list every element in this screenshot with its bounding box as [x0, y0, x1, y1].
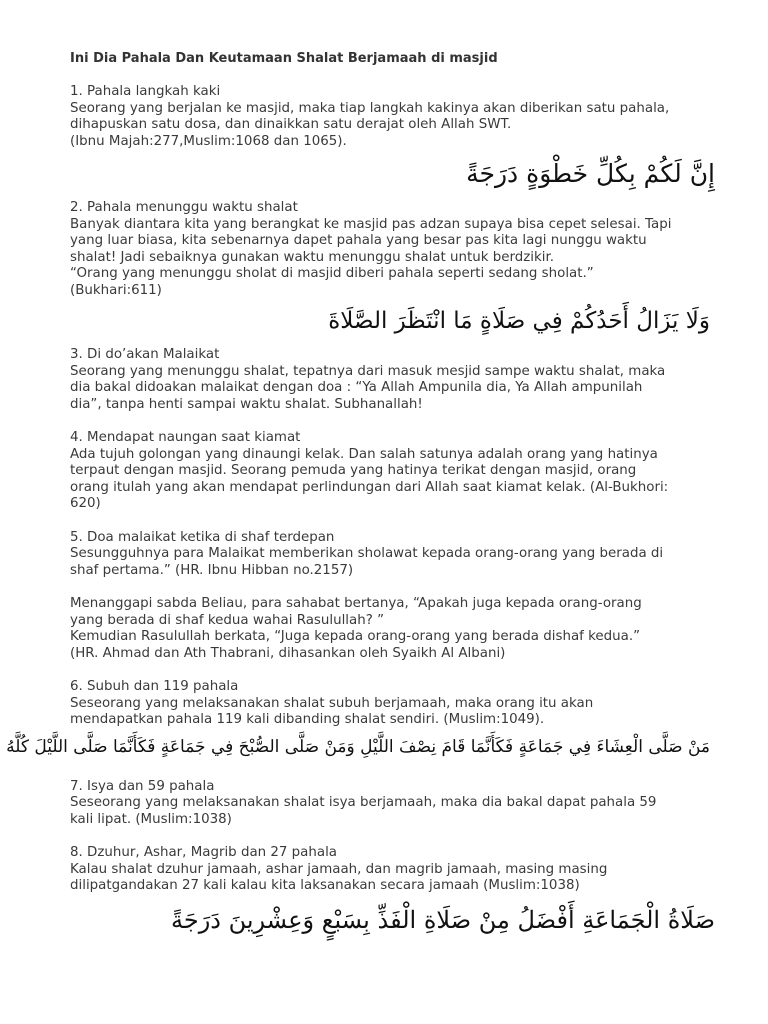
paragraph-line: shaf pertama.” (HR. Ibnu Hibban no.2157)	[70, 562, 354, 578]
section-heading: 3. Di do’akan Malaikat	[70, 347, 220, 362]
section-heading: 2. Pahala menunggu waktu shalat	[70, 200, 298, 215]
article	[6, 50, 720, 943]
arabic-hadith-text: مَنْ صَلَّى الْعِشَاءَ فِي جَمَاعَةٍ فَكَأَنَّمَا قَامَ نِصْفَ اللَّيْلِ وَمَنْ صَلَّى الصُّبْحَ فِي جَمَاعَةٍ فَكَأَنَّمَا صَلَّى اللَّيْلَ كُلَّهُ	[6, 736, 710, 757]
section-8	[70, 845, 720, 943]
section-2	[70, 200, 720, 341]
section-heading: 6. Subuh dan 119 pahala	[70, 679, 239, 694]
paragraph-line: Seorang yang menunggu shalat, tepatnya dari masuk mesjid sampe waktu shalat, maka	[70, 363, 666, 379]
paragraph-line: Kemudian Rasulullah berkata, “Juga kepada orang-orang yang berada dishaf kedua.”	[70, 629, 641, 644]
paragraph-line: yang luar biasa, kita sebenarnya dapet pahala yang besar pas kita lagi nunggu waktu	[70, 233, 647, 248]
paragraph-line: Ada tujuh golongan yang dinaungi kelak. Dan salah satunya adalah orang yang hatinya	[70, 446, 658, 462]
paragraph-line: Seorang yang berjalan ke masjid, maka tiap langkah kakinya akan diberikan satu pahala,	[70, 100, 670, 116]
section-heading: 7. Isya dan 59 pahala	[70, 778, 215, 794]
section-3	[70, 347, 720, 413]
paragraph-line: Kalau shalat dzuhur jamaah, ashar jamaah, dan magrib jamaah, masing masing	[70, 861, 608, 877]
paragraph-line: Menanggapi sabda Beliau, para sahabat bertanya, “Apakah juga kepada orang-orang	[70, 596, 642, 611]
paragraph-line: “Orang yang menunggu sholat di masjid diberi pahala seperti sedang sholat.”	[70, 266, 594, 281]
section-5-continuation	[70, 596, 720, 662]
paragraph-line: shalat! Jadi sebaiknya gunakan waktu menunggu shalat untuk berdzikir.	[70, 249, 554, 265]
section-7	[70, 779, 720, 829]
paragraph-line: Seseorang yang melaksanakan shalat subuh berjamaah, maka orang itu akan	[70, 695, 594, 711]
section-4	[70, 430, 720, 513]
paragraph-line: 620)	[70, 496, 101, 511]
paragraph-line: Banyak diantara kita yang berangkat ke masjid pas adzan supaya bisa cepet selesai. Tapi	[70, 216, 672, 232]
paragraph-line: dihapuskan satu dosa, dan dinaikkan satu derajat oleh Allah SWT.	[70, 117, 512, 132]
section-heading: 8. Dzuhur, Ashar, Magrib dan 27 pahala	[70, 845, 338, 860]
paragraph-line: (Bukhari:611)	[70, 282, 162, 298]
section-heading: 5. Doa malaikat ketika di shaf terdepan	[70, 529, 335, 545]
section-heading: 4. Mendapat naungan saat kiamat	[70, 430, 301, 445]
paragraph-line: Sesungguhnya para Malaikat memberikan sholawat kepada orang-orang yang berada di	[70, 546, 664, 561]
paragraph-line: (Ibnu Majah:277,Muslim:1068 dan 1065).	[70, 133, 347, 149]
paragraph-line: mendapatkan pahala 119 kali dibanding shalat sendiri. (Muslim:1049).	[70, 712, 545, 727]
paragraph-line: yang berada di shaf kedua wahai Rasulullah? ”	[70, 612, 385, 628]
section-heading: 1. Pahala langkah kaki	[70, 84, 221, 99]
section-6	[6, 679, 720, 765]
paragraph-line: dilipatgandakan 27 kali kalau kita laksanakan secara jamaah (Muslim:1038)	[70, 878, 580, 893]
paragraph-line: orang itulah yang akan mendapat perlindungan dari Allah saat kiamat kelak. (Al-Bukhori:	[70, 479, 669, 495]
arabic-hadith-text: وَلَا يَزَالُ أَحَدُكُمْ فِي صَلَاةٍ مَا انْتَظَرَ الصَّلَاةَ	[328, 308, 710, 334]
paragraph-line: dia”, tanpa henti sampai waktu shalat. Subhanallah!	[70, 396, 423, 412]
article-title: Ini Dia Pahala Dan Keutamaan Shalat Berjamaah di masjid	[70, 51, 498, 66]
paragraph-line: (HR. Ahmad dan Ath Thabrani, dihasankan oleh Syaikh Al Albani)	[70, 645, 506, 661]
arabic-hadith-text: صَلَاةُ الْجَمَاعَةِ أَفْضَلُ مِنْ صَلَاةِ الْفَذِّ بِسَبْعٍ وَعِشْرِينَ دَرَجَةً	[171, 905, 715, 934]
section-1	[70, 84, 720, 194]
paragraph-line: terpaut dengan masjid. Seorang pemuda yang hatinya terikat dengan masjid, orang	[70, 463, 637, 478]
section-5	[70, 530, 720, 580]
paragraph-line: dia bakal didoakan malaikat dengan doa : “Ya Allah Ampunila dia, Ya Allah ampunilah	[70, 380, 643, 395]
paragraph-line: Seseorang yang melaksanakan shalat isya berjamaah, maka dia bakal dapat pahala 59	[70, 795, 657, 810]
paragraph-line: kali lipat. (Muslim:1038)	[70, 811, 232, 827]
arabic-hadith-text: إِنَّ لَكُمْ بِكُلِّ خَطْوَةٍ دَرَجَةً	[466, 159, 715, 188]
